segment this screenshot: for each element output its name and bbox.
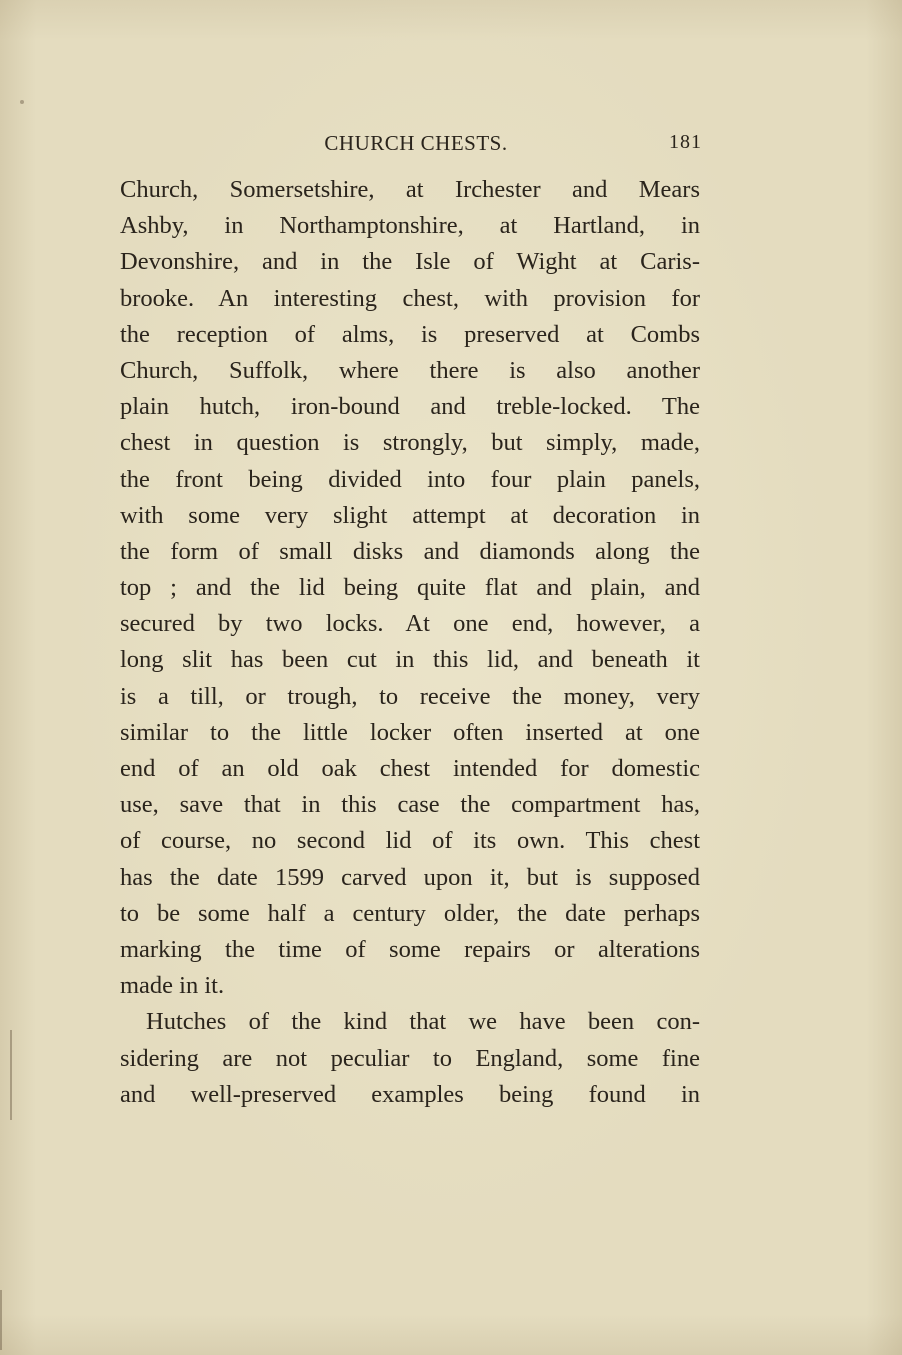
text-line: end of an old oak chest intended for domestic: [120, 755, 700, 782]
text-line: long slit has been cut in this lid, and beneath it: [120, 646, 700, 674]
text-line: of course, no second lid of its own. This chest: [120, 827, 700, 855]
running-title: CHURCH CHESTS.: [324, 131, 508, 155]
text-line: Ashby, in Northamptonshire, at Hartland, in: [120, 212, 700, 240]
page-speck: [20, 100, 24, 104]
text-line: the front being divided into four plain panels,: [120, 465, 700, 493]
text-line: chest in question is strongly, but simply, made,: [120, 429, 700, 457]
text-line: brooke. An interesting chest, with provision for: [120, 284, 700, 312]
text-line: the reception of alms, is preserved at Combs: [120, 320, 700, 348]
text-line: Church, Suffolk, where there is also another: [120, 356, 700, 384]
text-line: sidering are not peculiar to England, some fine: [120, 1044, 700, 1072]
text-line: made in it.: [120, 972, 225, 1000]
text-line: secured by two locks. At one end, however, a: [120, 610, 700, 638]
body-text: [120, 172, 700, 1113]
text-line: top ; and the lid being quite flat and plain, and: [120, 574, 700, 602]
text-line: is a till, or trough, to receive the money, very: [120, 682, 700, 710]
text-line: plain hutch, iron-bound and treble-locked. The: [120, 393, 700, 421]
text-line: Hutches of the kind that we have been con-: [146, 1008, 700, 1036]
text-line: to be some half a century older, the date perhaps: [120, 899, 700, 927]
text-line: marking the time of some repairs or alterations: [120, 935, 700, 963]
page-number: 181: [669, 131, 702, 153]
text-line: the form of small disks and diamonds along the: [120, 537, 700, 565]
text-line: Church, Somersetshire, at Irchester and Mears: [120, 176, 700, 203]
text-line: and well-preserved examples being found in: [120, 1080, 700, 1108]
page-edge-mark: [0, 1290, 2, 1350]
text-line: with some very slight attempt at decoration in: [120, 501, 700, 529]
text-line: Devonshire, and in the Isle of Wight at Caris-: [120, 248, 700, 276]
text-line: similar to the little locker often inserted at one: [120, 718, 700, 746]
text-line: use, save that in this case the compartment has,: [120, 791, 700, 819]
page-edge-mark: [10, 1030, 12, 1120]
text-line: has the date 1599 carved upon it, but is supposed: [120, 863, 700, 891]
running-head: [118, 131, 708, 161]
